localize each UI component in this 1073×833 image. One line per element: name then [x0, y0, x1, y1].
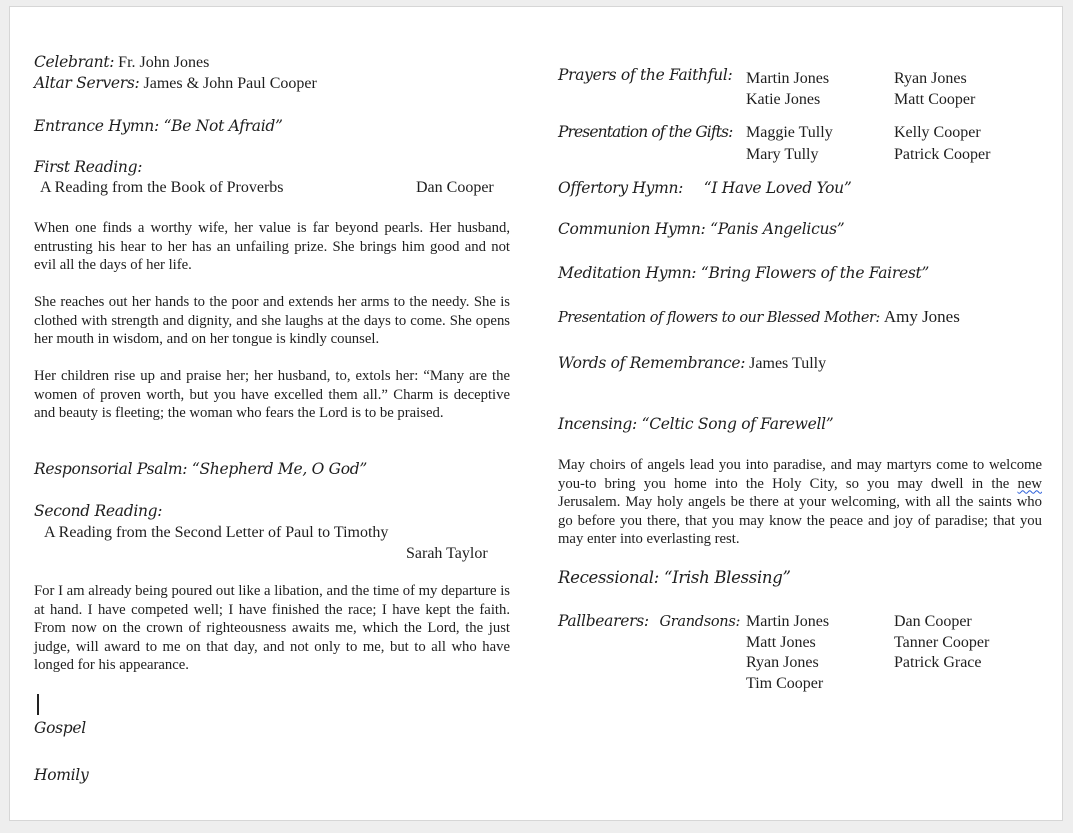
- prayers-reader: Katie Jones: [746, 91, 821, 108]
- prayers-reader: Martin Jones: [746, 70, 830, 87]
- gifts-bearer: Mary Tully: [746, 146, 819, 163]
- text-cursor[interactable]: [37, 694, 39, 715]
- pallbearer: Tanner Cooper: [894, 633, 990, 651]
- entrance-hymn-title: “Be Not Afraid”: [163, 117, 283, 135]
- celebrant-line: [34, 53, 209, 72]
- pallbearers-col1: [746, 612, 829, 695]
- first-reading-title: A Reading from the Book of Proverbs: [40, 179, 284, 196]
- first-reading-label: First Reading:: [34, 158, 143, 176]
- pallbearer: Martin Jones: [746, 613, 830, 630]
- entrance-hymn-line: [34, 117, 283, 135]
- prayers-label: Prayers of the Faithful:: [558, 66, 733, 84]
- communion-title: “Panis Angelicus”: [710, 220, 845, 238]
- gifts-bearers-col1: [746, 122, 833, 166]
- homily-label: Homily: [34, 766, 89, 784]
- altar-servers-label: Altar Servers:: [34, 74, 140, 92]
- pallbearer: Dan Cooper: [894, 613, 972, 630]
- first-reader: Dan Cooper: [416, 179, 494, 196]
- first-reading-paragraph-2: She reaches out her hands to the poor and extends her arms to the needy. She is clothed with strength and dignity, and she laughs at the days to come. She opens her mouth in wisdom, and on her tongue is kindly counsel.: [34, 294, 510, 348]
- gifts-bearers-col2: [894, 122, 990, 166]
- spellcheck-flagged-word[interactable]: new: [1017, 475, 1042, 492]
- second-reading-title: A Reading from the Second Letter of Paul to Timothy: [44, 524, 389, 541]
- pallbearers-line: [558, 612, 740, 630]
- flowers-label: Presentation of flowers to our Blessed Mother:: [558, 310, 880, 326]
- communion-line: [558, 220, 844, 238]
- pallbearer: Patrick Grace: [894, 654, 982, 672]
- gifts-bearer: Maggie Tully: [746, 124, 833, 141]
- recessional-label: Recessional:: [558, 568, 660, 587]
- pallbearer: Matt Jones: [746, 633, 816, 651]
- flowers-line: [558, 307, 960, 327]
- meditation-title: “Bring Flowers of the Fairest”: [700, 264, 930, 282]
- offertory-label: Offertory Hymn:: [558, 179, 684, 197]
- psalm-line: [34, 460, 367, 478]
- incensing-paragraph: [558, 456, 1042, 549]
- first-reading-paragraph-1: When one finds a worthy wife, her value is far beyond pearls. Her husband, entrusting his hear to her has an unfailing prize. She brings him good and not evil all the days of her life.: [34, 220, 510, 274]
- second-reader: Sarah Taylor: [406, 545, 488, 562]
- meditation-line: [558, 264, 929, 282]
- gifts-label: Presentation of the Gifts:: [558, 123, 733, 141]
- remembrance-name: James Tully: [749, 355, 827, 372]
- entrance-hymn-label: Entrance Hymn:: [34, 117, 159, 135]
- second-reading-paragraph: For I am already being poured out like a libation, and the time of my departure is at hand. I have competed well; I have finished the race; I have kept the faith. From now on the crown of righteousness awaits me, which the Lord, the just judge, will award to me on that day, and not only to me, but to all who have longed for his appearance.: [34, 583, 510, 674]
- offertory-line: [558, 179, 851, 197]
- document-page: [9, 6, 1063, 821]
- grandsons-label: Grandsons:: [659, 614, 741, 630]
- second-reading-label: Second Reading:: [34, 502, 163, 520]
- altar-servers-names: James & John Paul Cooper: [143, 75, 317, 92]
- gifts-bearer: Kelly Cooper: [894, 124, 981, 141]
- incensing-line: [558, 415, 833, 433]
- prayers-readers-col2: [894, 68, 975, 110]
- prayers-reader: Matt Cooper: [894, 91, 976, 108]
- prayers-reader: Ryan Jones: [894, 70, 967, 87]
- offertory-title: “I Have Loved You”: [703, 179, 852, 197]
- celebrant-label: Celebrant:: [34, 53, 115, 71]
- pallbearer: Tim Cooper: [746, 675, 824, 693]
- incensing-label: Incensing:: [558, 415, 637, 433]
- first-reading-paragraph-3: Her children rise up and praise her; her husband, to, extols her: “Many are the women of proven worth, but you have excelled them all.” Charm is deceptive and beauty is fleeting; the woman who fears the Lord is to be praised.: [34, 368, 510, 422]
- gospel-label: Gospel: [34, 719, 86, 737]
- incensing-text: May choirs of angels lead you into paradise, and may martyrs come to welcome you-to bring you home into the Holy City, so you may dwell in the: [558, 457, 1042, 492]
- remembrance-line: [558, 354, 826, 373]
- incensing-title: “Celtic Song of Farewell”: [641, 415, 834, 433]
- recessional-title: “Irish Blessing”: [664, 568, 791, 587]
- pallbearer: Ryan Jones: [746, 654, 819, 672]
- gifts-bearer: Patrick Cooper: [894, 146, 991, 163]
- pallbearers-label: Pallbearers:: [558, 612, 649, 630]
- pallbearers-col2: [894, 612, 989, 674]
- communion-label: Communion Hymn:: [558, 220, 706, 238]
- flowers-name: Amy Jones: [883, 307, 960, 326]
- psalm-label: Responsorial Psalm:: [34, 460, 188, 478]
- altar-servers-line: [34, 74, 317, 93]
- remembrance-label: Words of Remembrance:: [558, 354, 746, 372]
- incensing-text: Jerusalem. May holy angels be there at your welcoming, with all the saints who go before you there, that you may know the peace and joy of paradise; that you may enter into everlasting rest.: [558, 494, 1042, 548]
- psalm-title: “Shepherd Me, O God”: [191, 460, 367, 478]
- prayers-readers-col1: [746, 68, 829, 110]
- recessional-line: [558, 568, 791, 587]
- celebrant-name: Fr. John Jones: [118, 54, 210, 71]
- meditation-label: Meditation Hymn:: [558, 264, 697, 282]
